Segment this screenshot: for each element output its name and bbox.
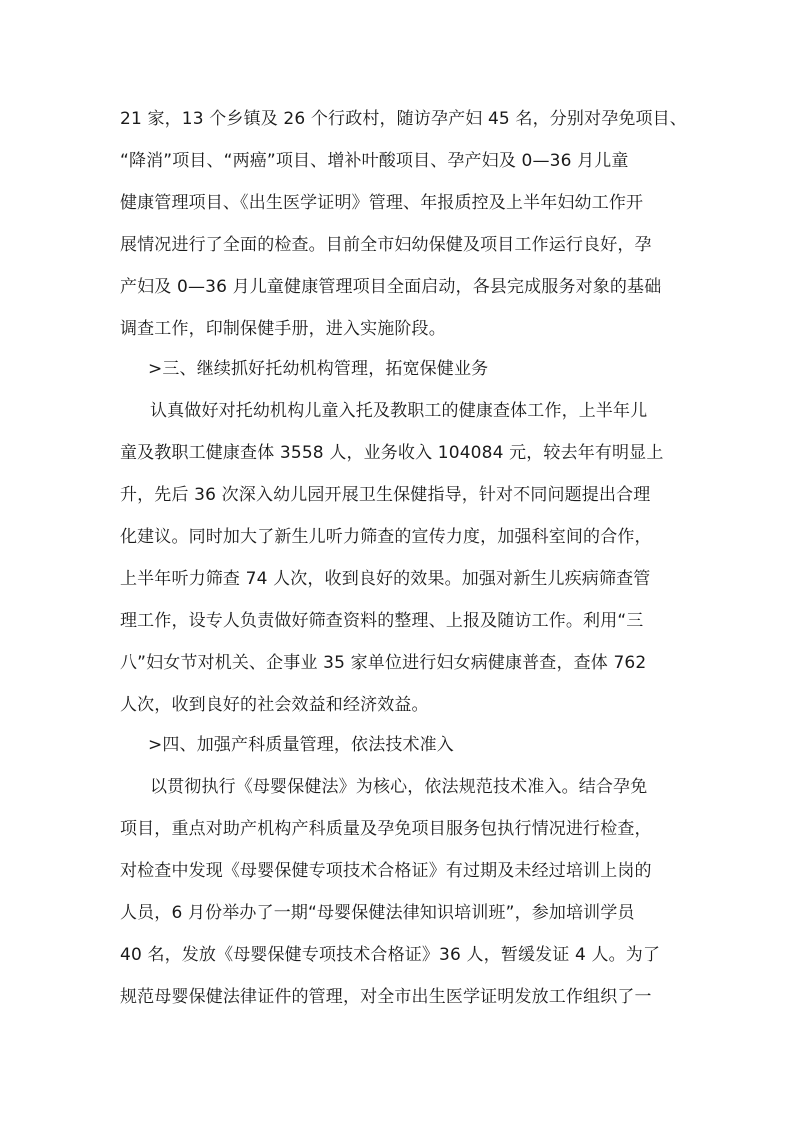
text-line: 上半年听力筛查 74 人次，收到良好的效果。加强对新生儿疾病筛查管 [120, 569, 651, 589]
text-line: 40 名，发放《母婴保健专项技术合格证》36 人，暂缓发证 4 人。为了 [120, 945, 661, 965]
text-line: “降消”项目、“两癌”项目、增补叶酸项目、孕产妇及 0—36 月儿童 [120, 151, 629, 171]
text-line: 理工作，设专人负责做好筛查资料的整理、上报及随访工作。利用“三 [120, 611, 644, 631]
text-line: 人次，收到良好的社会效益和经济效益。 [120, 695, 429, 715]
text-line: 人员，6 月份举办了一期“母婴保健法律知识培训班”，参加培训学员 [120, 903, 635, 923]
text-line: 项目，重点对助产机构产科质量及孕免项目服务包执行情况进行检查， [120, 819, 652, 839]
text-line: 展情况进行了全面的检查。目前全市妇幼保健及项目工作运行良好，孕 [120, 235, 652, 255]
section-heading: >四、加强产科质量管理，依法技术准入 [148, 735, 454, 755]
text-line: 规范母婴保健法律证件的管理，对全市出生医学证明发放工作组织了一 [120, 987, 652, 1007]
text-line: 以贯彻执行《母婴保健法》为核心，依法规范技术准入。结合孕免 [150, 777, 648, 797]
text-line: 化建议。同时加大了新生儿听力筛查的宣传力度，加强科室间的合作， [120, 527, 652, 547]
text-line: 产妇及 0—36 月儿童健康管理项目全面启动，各县完成服务对象的基础 [120, 277, 662, 297]
text-line: 健康管理项目、《出生医学证明》管理、年报质控及上半年妇幼工作开 [120, 193, 644, 213]
text-line: 对检查中发现《母婴保健专项技术合格证》有过期及未经过培训上岗的 [120, 861, 652, 881]
text-line: 认真做好对托幼机构儿童入托及教职工的健康查体工作，上半年儿 [150, 401, 648, 421]
text-line: 童及教职工健康查体 3558 人，业务收入 104084 元，较去年有明显上 [120, 443, 664, 463]
section-heading: >三、继续抓好托幼机构管理，拓宽保健业务 [148, 359, 489, 379]
text-line: 升，先后 36 次深入幼儿园开展卫生保健指导，针对不同问题提出合理 [120, 485, 651, 505]
text-line: 21 家，13 个乡镇及 26 个行政村，随访孕产妇 45 名，分别对孕免项目、 [120, 109, 687, 129]
text-line: 调查工作，印制保健手册，进入实施阶段。 [120, 319, 446, 339]
text-line: 八”妇女节对机关、企事业 35 家单位进行妇女病健康普查，查体 762 [120, 653, 647, 673]
